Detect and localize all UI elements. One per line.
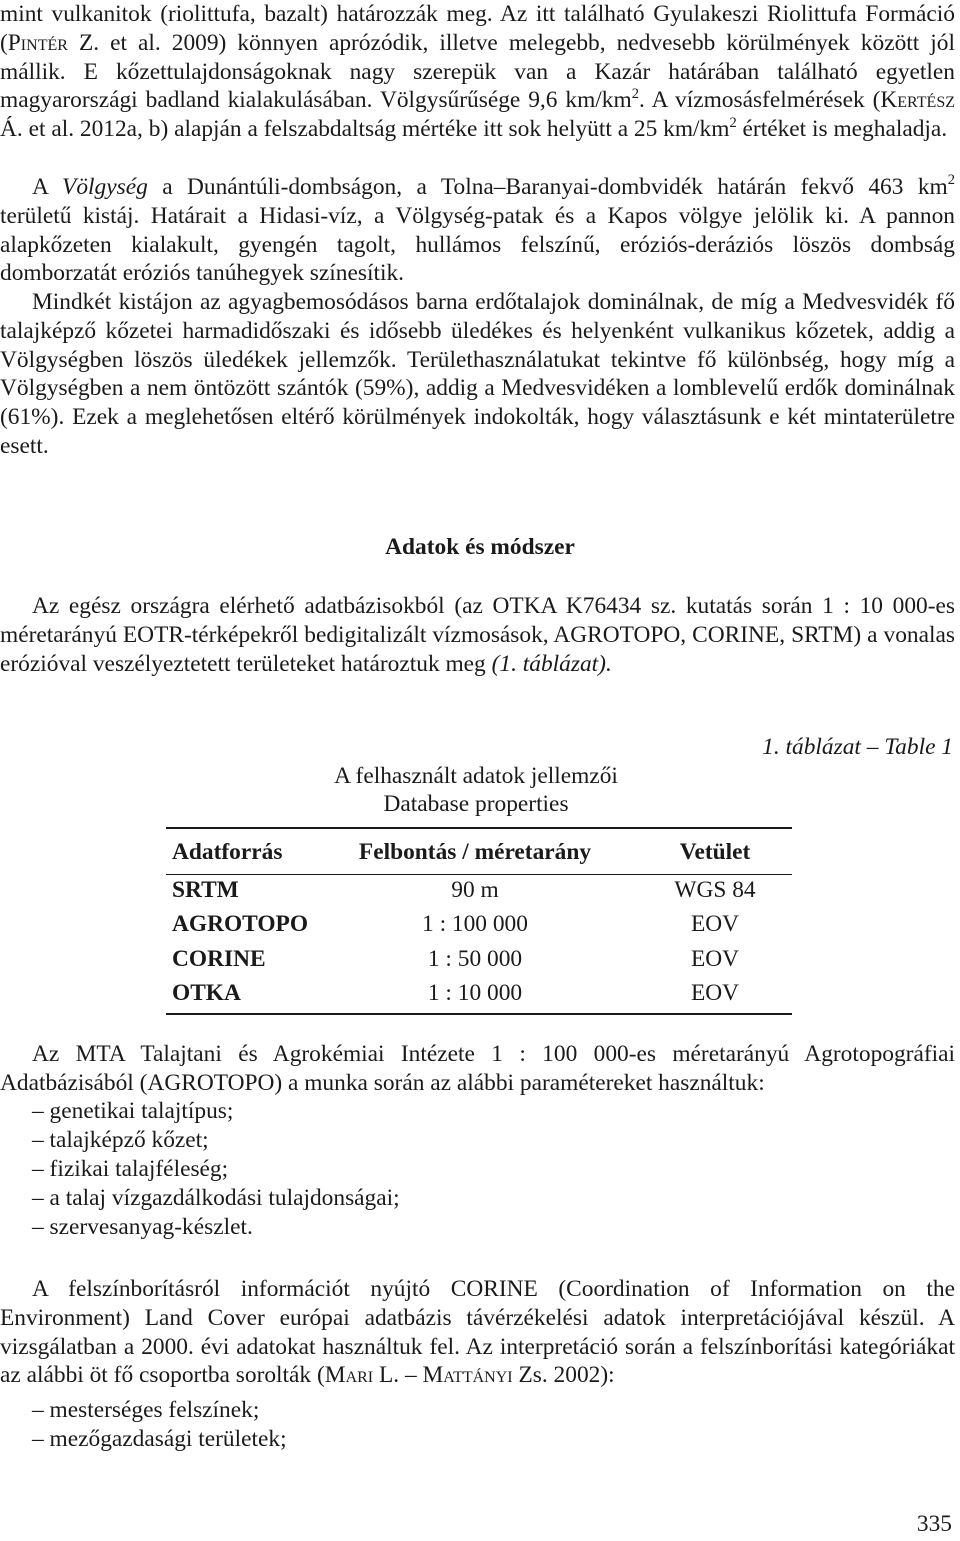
list-item: – fizikai talajféleség; (32, 1156, 229, 1182)
table-header-rule (166, 874, 792, 875)
paragraph-corine: A felszínborításról információt nyújtó CORINE (Coordination of Information on the Environment) Land Cover európai adatbázis távérzékelési adatok interpretációjával készül. A vizsgálatban a 2000. évi adatokat használtuk fel. Az interpretáció során a felszínborítási kategóriákat az alábbi öt fő csoportba sorolták (Mari L. – Mattányi Zs. 2002): (0, 1276, 955, 1389)
author-pinter: Pintér (7, 29, 68, 56)
table-cell-projection: EOV (690, 980, 740, 1006)
table-cell-projection: WGS 84 (674, 877, 756, 903)
paragraph-kazar-geology: mint vulkanitok (riolittufa, bazalt) határozzák meg. Az itt található Gyulakeszi Riolittufa Formáció (Pintér Z. et al. 2009) könnyen aprózódik, illetve melegebb, nedvesebb körülmények között jól mállik. E kőzettulajdonságoknak nagy szerepük van a Kazár határában található egyetlen magyarországi badland kialakulásában. Völgysűrűsége 9,6 $km/km^2$. A vízmosásfelmérések (Kertész Á. et al. 2012a, b) alapján a felszabdaltság mértéke itt sok helyütt a 25 $km/km^2$ értéket is meghaladja. (0, 1, 955, 143)
table-top-rule (166, 827, 792, 829)
author-mari: Mari (324, 1362, 374, 1389)
table-cell-source: SRTM (172, 877, 239, 903)
list-item: – mesterséges felszínek; (32, 1397, 260, 1423)
table-title-hu: A felhasznált adatok jellemzői (334, 763, 618, 789)
paragraph-volgyseg: A Völgység a Dunántúli-dombságon, a Tolna–Baranyai-dombvidék határán fekvő 463 $km^2$ területű kistáj. Határait a Hidasi-víz, a Völgység-patak és a Kapos völgye jelölik ki. A pannon alapkőzeten kialakult, gyengén tagolt, hullámos felszínű, eróziós-deráziós löszös dombság domborzatát eróziós tanúhegyek színesítik. (0, 172, 955, 287)
table-cell-resolution: 90 m (451, 877, 499, 903)
list-item: – talajképző kőzet; (32, 1127, 209, 1153)
table-cell-source: CORINE (172, 946, 266, 972)
table-bottom-rule (166, 1013, 792, 1015)
table-header-source: Adatforrás (172, 839, 283, 865)
table-label: 1. táblázat – Table 1 (762, 734, 953, 760)
paragraph-soils-landuse: Mindkét kistájon az agyagbemosódásos barna erdőtalajok dominálnak, de míg a Medvesvidék fő talajképző kőzetei harmadidőszaki és idősebb üledékes és helyenként vulkanikus kőzetek, addig a Völgységben löszös üledékek jellemzők. Területhasználatukat tekintve fő különbség, hogy míg a Völgységben a nem öntözött szántók (59%), addig a Medvesvidéken a lomblevelű erdők dominálnak (61%). Ezek a meglehetősen eltérő körülmények indokolták, hogy választásunk e két mintaterületre esett. (0, 289, 955, 459)
page-number: 335 (916, 1511, 952, 1537)
table-cell-resolution: 1 : 100 000 (422, 911, 528, 937)
table-cell-resolution: 1 : 50 000 (427, 946, 523, 972)
list-item: – a talaj vízgazdálkodási tulajdonságai; (32, 1185, 400, 1211)
table-title-en: Database properties (383, 791, 569, 817)
section-heading: Adatok és módszer (385, 534, 575, 560)
table-cell-projection: EOV (690, 911, 740, 937)
table-cell-source: AGROTOPO (172, 911, 309, 937)
list-item: – szervesanyag-készlet. (32, 1214, 253, 1240)
list-item: – genetikai talajtípus; (32, 1098, 234, 1124)
list-item: – mezőgazdasági területek; (32, 1426, 287, 1452)
table-cell-resolution: 1 : 10 000 (427, 980, 523, 1006)
table-header-projection: Vetület (679, 839, 751, 865)
table-cell-projection: EOV (690, 946, 740, 972)
paragraph-agrotopo: Az MTA Talajtani és Agrokémiai Intézete 1 : 100 000-es méretarányú Agrotopográfiai Adatbázisából (AGROTOPO) a munka során az alábbi paramétereket használtuk: (0, 1041, 955, 1096)
table-header-resolution: Felbontás / méretarány (358, 839, 592, 865)
author-mattanyi: Mattányi (422, 1362, 513, 1389)
author-kertesz: Kertész (880, 87, 955, 114)
paragraph-methods: Az egész országra elérhető adatbázisokból (az OTKA K76434 sz. kutatás során 1 : 10 000-es méretarányú EOTR-térképekről bedigitalizált vízmosások, AGROTOPO, CORINE, SRTM) a vonalas erózióval veszélyeztetett területeket határoztuk meg (1. táblázat). (0, 593, 955, 677)
table-title (300, 762, 652, 818)
table-cell-source: OTKA (172, 980, 241, 1006)
